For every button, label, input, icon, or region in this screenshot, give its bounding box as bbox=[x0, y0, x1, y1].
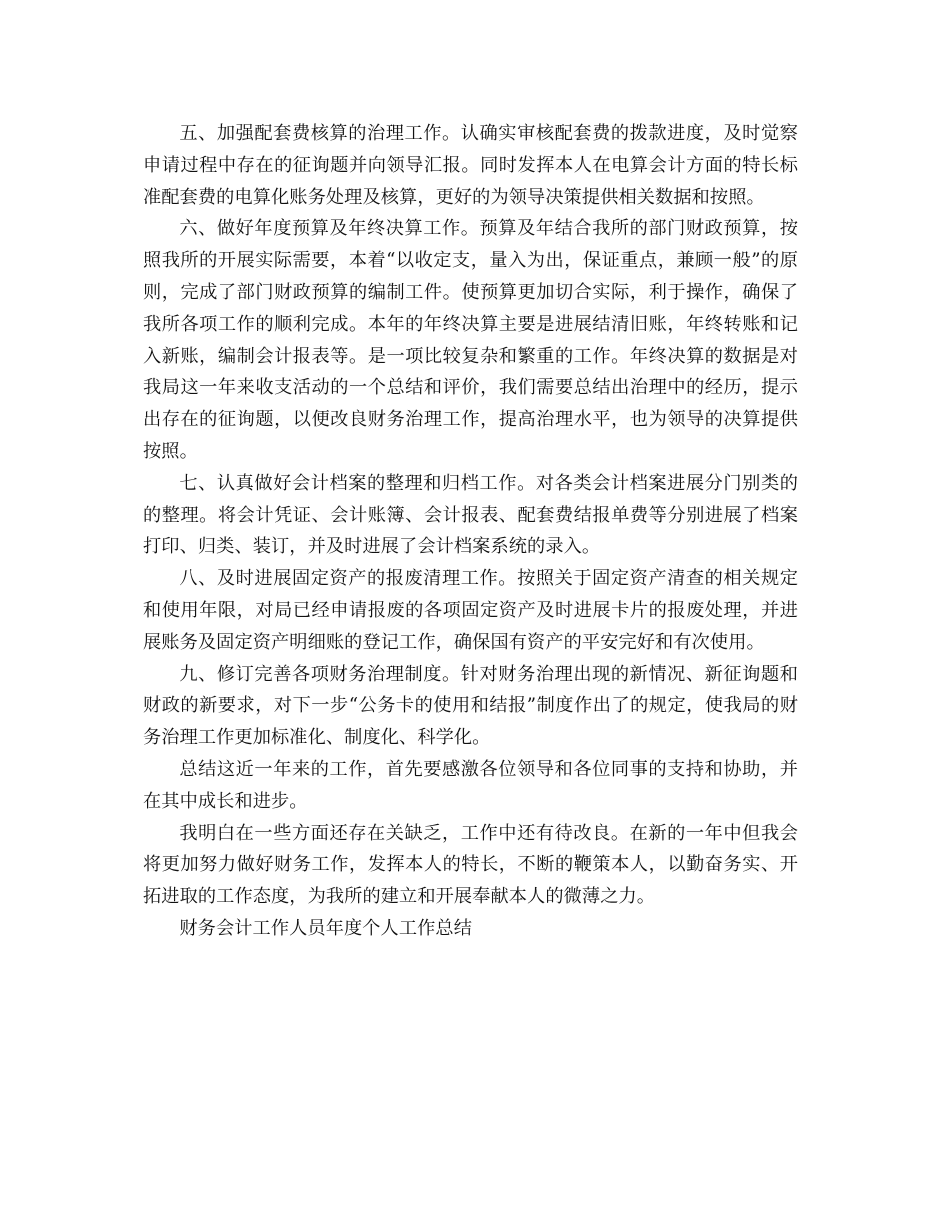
paragraph-closing-title: 财务会计工作人员年度个人工作总结 bbox=[179, 917, 472, 939]
paragraph-outlook: 我明白在一些方面还存在关缺乏，工作中还有待改良。在新的一年中但我会将更加努力做好财务工作，发挥本人的特长，不断的鞭策本人，以勤奋务实、开拓进取的工作态度，为我所的建立和开展奉献本人的微薄之力。 bbox=[143, 822, 798, 908]
paragraph-section-8: 八、及时进展固定资产的报废清理工作。按照关于固定资产清查的相关规定和使用年限，对局已经申请报废的各项固定资产及时进展卡片的报废处理，并进展账务及固定资产明细账的登记工作，确保国有资产的平安完好和有次使用。 bbox=[143, 568, 798, 653]
paragraph-summary: 总结这近一年来的工作，首先要感激各位领导和各位同事的支持和协助，并在其中成长和进步。 bbox=[143, 758, 798, 812]
document-body bbox=[143, 118, 798, 945]
paragraph-section-6: 六、做好年度预算及年终决算工作。预算及年结合我所的部门财政预算，按照我所的开展实际需要，本着“以收定支，量入为出，保证重点，兼顾一般”的原则，完成了部门财政预算的编制工件。使预算更加切合实际，利于操作，确保了我所各项工作的顺利完成。本年的年终决算主要是进展结清旧账，年终转账和记入新账，编制会计报表等。是一项比较复杂和繁重的工作。年终决算的数据是对我局这一年来收支活动的一个总结和评价，我们需要总结出治理中的经历，提示出存在的征询题，以便改良财务治理工作，提高治理水平，也为领导的决算提供按照。 bbox=[143, 218, 798, 462]
paragraph-section-7: 七、认真做好会计档案的整理和归档工作。对各类会计档案进展分门别类的的整理。将会计凭证、会计账簿、会计报表、配套费结报单费等分别进展了档案打印、归类、装订，并及时进展了会计档案系统的录入。 bbox=[143, 472, 798, 558]
paragraph-section-5: 五、加强配套费核算的治理工作。认确实审核配套费的拨款进度，及时觉察申请过程中存在的征询题并向领导汇报。同时发挥本人在电算会计方面的特长标准配套费的电算化账务处理及核算，更好的为领导决策提供相关数据和按照。 bbox=[143, 123, 798, 208]
paragraph-section-9: 九、修订完善各项财务治理制度。针对财务治理出现的新情况、新征询题和财政的新要求，对下一步“公务卡的使用和结报”制度作出了的规定，使我局的财务治理工作更加标准化、制度化、科学化。 bbox=[143, 663, 798, 749]
